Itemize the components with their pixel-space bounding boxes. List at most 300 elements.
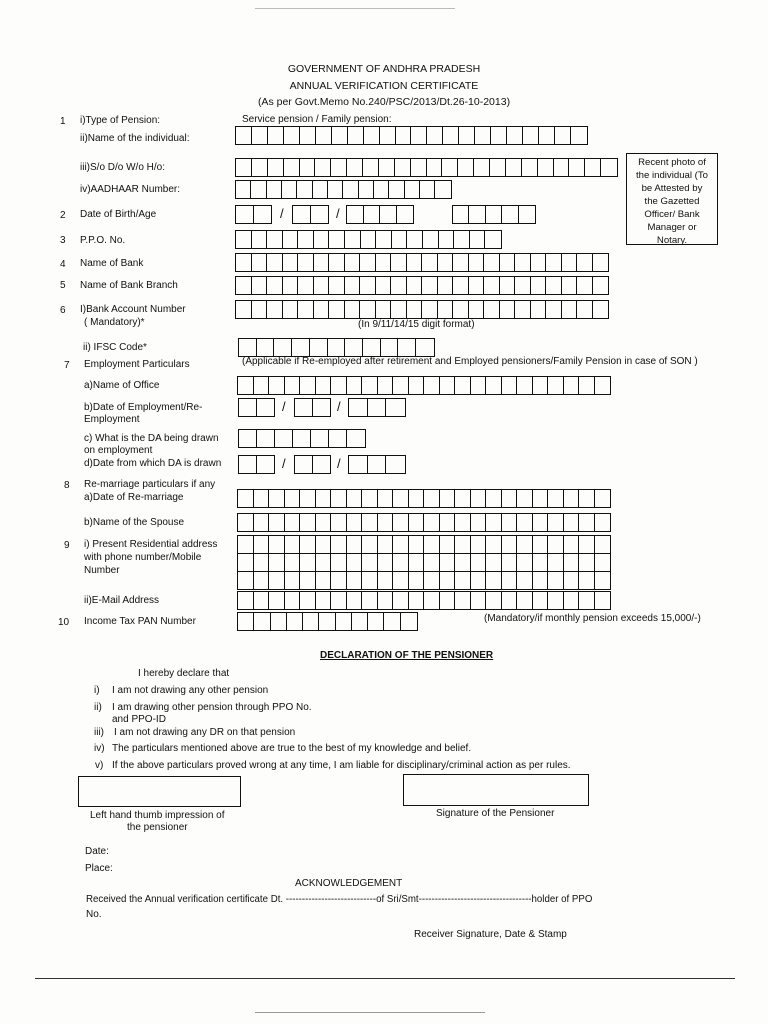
char-cell[interactable] [405, 181, 420, 198]
char-cell[interactable] [314, 301, 330, 318]
char-cell[interactable] [459, 127, 475, 144]
char-cell[interactable] [345, 301, 361, 318]
char-cell[interactable] [378, 572, 394, 589]
char-cell[interactable] [539, 127, 555, 144]
char-cell[interactable] [579, 490, 595, 507]
char-cell[interactable] [283, 301, 299, 318]
char-cell[interactable] [440, 514, 456, 531]
char-cell[interactable] [538, 159, 554, 176]
char-cell[interactable] [454, 231, 470, 248]
char-cell[interactable] [407, 277, 423, 294]
char-cell[interactable] [331, 592, 347, 609]
char-cell[interactable] [236, 159, 252, 176]
pan-boxes[interactable] [237, 612, 418, 631]
char-cell[interactable] [316, 554, 332, 571]
char-cell[interactable] [455, 554, 471, 571]
char-cell[interactable] [319, 613, 335, 630]
char-cell[interactable] [360, 301, 376, 318]
char-cell[interactable] [362, 554, 378, 571]
char-cell[interactable] [393, 490, 409, 507]
char-cell[interactable] [391, 301, 407, 318]
char-cell[interactable] [548, 377, 564, 394]
char-cell[interactable] [298, 277, 314, 294]
da-boxes[interactable] [238, 429, 366, 448]
char-cell[interactable] [282, 181, 297, 198]
char-cell[interactable] [316, 536, 332, 553]
char-cell[interactable] [379, 159, 395, 176]
char-cell[interactable] [564, 514, 580, 531]
char-cell[interactable] [455, 490, 471, 507]
char-cell[interactable] [347, 514, 363, 531]
char-cell[interactable] [329, 301, 345, 318]
bank-boxes[interactable] [235, 253, 609, 272]
char-cell[interactable] [453, 301, 469, 318]
char-cell[interactable] [236, 301, 252, 318]
char-cell[interactable] [298, 231, 314, 248]
char-cell[interactable] [579, 377, 595, 394]
char-cell[interactable] [391, 277, 407, 294]
char-cell[interactable] [438, 277, 454, 294]
char-cell[interactable] [595, 490, 611, 507]
char-cell[interactable] [517, 536, 533, 553]
char-cell[interactable] [362, 490, 378, 507]
char-cell[interactable] [386, 456, 405, 473]
char-cell[interactable] [453, 206, 469, 223]
char-cell[interactable] [564, 572, 580, 589]
char-cell[interactable] [287, 613, 303, 630]
char-cell[interactable] [254, 490, 270, 507]
char-cell[interactable] [533, 490, 549, 507]
char-cell[interactable] [347, 592, 363, 609]
char-cell[interactable] [283, 277, 299, 294]
char-cell[interactable] [331, 514, 347, 531]
char-cell[interactable] [486, 592, 502, 609]
char-cell[interactable] [349, 456, 368, 473]
char-cell[interactable] [285, 592, 301, 609]
char-cell[interactable] [409, 592, 425, 609]
char-cell[interactable] [347, 159, 363, 176]
char-cell[interactable] [269, 490, 285, 507]
signature-box[interactable] [403, 774, 589, 806]
char-cell[interactable] [336, 613, 352, 630]
char-cell[interactable] [393, 572, 409, 589]
char-cell[interactable] [548, 490, 564, 507]
char-cell[interactable] [295, 399, 313, 416]
char-cell[interactable] [396, 127, 412, 144]
char-cell[interactable] [257, 430, 275, 447]
char-cell[interactable] [347, 554, 363, 571]
char-cell[interactable] [238, 554, 254, 571]
char-cell[interactable] [486, 554, 502, 571]
char-cell[interactable] [268, 127, 284, 144]
char-cell[interactable] [469, 254, 485, 271]
char-cell[interactable] [257, 456, 275, 473]
char-cell[interactable] [314, 231, 330, 248]
char-cell[interactable] [577, 254, 593, 271]
char-cell[interactable] [254, 514, 270, 531]
char-cell[interactable] [285, 514, 301, 531]
char-cell[interactable] [475, 127, 491, 144]
char-cell[interactable] [269, 554, 285, 571]
char-cell[interactable] [533, 536, 549, 553]
char-cell[interactable] [484, 254, 500, 271]
char-cell[interactable] [571, 127, 587, 144]
char-cell[interactable] [347, 536, 363, 553]
char-cell[interactable] [469, 206, 485, 223]
char-cell[interactable] [424, 490, 440, 507]
char-cell[interactable] [500, 277, 516, 294]
char-cell[interactable] [362, 514, 378, 531]
char-cell[interactable] [361, 231, 377, 248]
char-cell[interactable] [564, 490, 580, 507]
char-cell[interactable] [427, 127, 443, 144]
char-cell[interactable] [251, 181, 266, 198]
char-cell[interactable] [252, 254, 268, 271]
char-cell[interactable] [345, 339, 363, 356]
char-cell[interactable] [424, 377, 440, 394]
da-day-boxes[interactable] [238, 455, 275, 474]
char-cell[interactable] [564, 592, 580, 609]
char-cell[interactable] [469, 301, 485, 318]
char-cell[interactable] [519, 206, 535, 223]
char-cell[interactable] [485, 231, 501, 248]
char-cell[interactable] [378, 377, 394, 394]
char-cell[interactable] [239, 430, 257, 447]
char-cell[interactable] [502, 592, 518, 609]
char-cell[interactable] [269, 572, 285, 589]
char-cell[interactable] [360, 254, 376, 271]
char-cell[interactable] [376, 254, 392, 271]
char-cell[interactable] [293, 206, 311, 223]
char-cell[interactable] [269, 377, 285, 394]
char-cell[interactable] [252, 127, 268, 144]
char-cell[interactable] [347, 206, 364, 223]
char-cell[interactable] [502, 514, 518, 531]
char-cell[interactable] [409, 490, 425, 507]
char-cell[interactable] [328, 339, 346, 356]
char-cell[interactable] [486, 536, 502, 553]
char-cell[interactable] [564, 377, 580, 394]
char-cell[interactable] [349, 399, 368, 416]
relation-boxes[interactable] [235, 158, 618, 177]
char-cell[interactable] [254, 572, 270, 589]
char-cell[interactable] [585, 159, 601, 176]
char-cell[interactable] [422, 254, 438, 271]
char-cell[interactable] [363, 339, 381, 356]
char-cell[interactable] [546, 254, 562, 271]
branch-boxes[interactable] [235, 276, 609, 295]
spouse-boxes[interactable] [237, 513, 611, 532]
char-cell[interactable] [300, 127, 316, 144]
ifsc-boxes[interactable] [238, 338, 435, 357]
char-cell[interactable] [298, 301, 314, 318]
char-cell[interactable] [363, 159, 379, 176]
char-cell[interactable] [297, 181, 312, 198]
char-cell[interactable] [332, 127, 348, 144]
char-cell[interactable] [455, 377, 471, 394]
char-cell[interactable] [517, 514, 533, 531]
char-cell[interactable] [486, 377, 502, 394]
char-cell[interactable] [502, 536, 518, 553]
char-cell[interactable] [300, 572, 316, 589]
char-cell[interactable] [376, 301, 392, 318]
char-cell[interactable] [269, 536, 285, 553]
char-cell[interactable] [347, 490, 363, 507]
char-cell[interactable] [409, 514, 425, 531]
char-cell[interactable] [252, 159, 268, 176]
char-cell[interactable] [502, 490, 518, 507]
char-cell[interactable] [368, 456, 387, 473]
char-cell[interactable] [517, 572, 533, 589]
char-cell[interactable] [236, 254, 252, 271]
char-cell[interactable] [502, 572, 518, 589]
char-cell[interactable] [531, 254, 547, 271]
char-cell[interactable] [471, 490, 487, 507]
address-boxes-2[interactable] [237, 553, 611, 572]
char-cell[interactable] [515, 301, 531, 318]
account-boxes[interactable] [235, 300, 609, 319]
char-cell[interactable] [364, 206, 381, 223]
char-cell[interactable] [517, 592, 533, 609]
char-cell[interactable] [393, 536, 409, 553]
char-cell[interactable] [313, 181, 328, 198]
char-cell[interactable] [236, 277, 252, 294]
char-cell[interactable] [386, 399, 405, 416]
char-cell[interactable] [252, 231, 268, 248]
char-cell[interactable] [284, 159, 300, 176]
char-cell[interactable] [313, 456, 331, 473]
char-cell[interactable] [486, 514, 502, 531]
char-cell[interactable] [267, 231, 283, 248]
char-cell[interactable] [471, 592, 487, 609]
char-cell[interactable] [374, 181, 389, 198]
char-cell[interactable] [254, 377, 270, 394]
char-cell[interactable] [238, 490, 254, 507]
char-cell[interactable] [397, 206, 414, 223]
char-cell[interactable] [238, 377, 254, 394]
char-cell[interactable] [313, 399, 331, 416]
char-cell[interactable] [562, 301, 578, 318]
char-cell[interactable] [517, 490, 533, 507]
char-cell[interactable] [595, 592, 611, 609]
char-cell[interactable] [490, 159, 506, 176]
emp-month-boxes[interactable] [294, 398, 331, 417]
char-cell[interactable] [471, 536, 487, 553]
char-cell[interactable] [331, 572, 347, 589]
char-cell[interactable] [593, 301, 609, 318]
char-cell[interactable] [300, 159, 316, 176]
char-cell[interactable] [595, 572, 611, 589]
char-cell[interactable] [331, 377, 347, 394]
char-cell[interactable] [393, 514, 409, 531]
char-cell[interactable] [474, 159, 490, 176]
char-cell[interactable] [517, 377, 533, 394]
emp-day-boxes[interactable] [238, 398, 275, 417]
char-cell[interactable] [378, 554, 394, 571]
char-cell[interactable] [424, 592, 440, 609]
char-cell[interactable] [285, 536, 301, 553]
char-cell[interactable] [316, 514, 332, 531]
char-cell[interactable] [331, 536, 347, 553]
char-cell[interactable] [398, 339, 416, 356]
char-cell[interactable] [345, 277, 361, 294]
char-cell[interactable] [254, 206, 272, 223]
char-cell[interactable] [300, 377, 316, 394]
char-cell[interactable] [486, 206, 502, 223]
char-cell[interactable] [424, 514, 440, 531]
char-cell[interactable] [310, 339, 328, 356]
char-cell[interactable] [267, 254, 283, 271]
char-cell[interactable] [239, 456, 257, 473]
char-cell[interactable] [595, 377, 611, 394]
char-cell[interactable] [469, 277, 485, 294]
char-cell[interactable] [300, 490, 316, 507]
char-cell[interactable] [407, 301, 423, 318]
char-cell[interactable] [331, 554, 347, 571]
email-boxes[interactable] [237, 591, 611, 610]
char-cell[interactable] [470, 231, 486, 248]
char-cell[interactable] [316, 377, 332, 394]
char-cell[interactable] [579, 514, 595, 531]
char-cell[interactable] [533, 514, 549, 531]
char-cell[interactable] [393, 592, 409, 609]
char-cell[interactable] [384, 613, 400, 630]
char-cell[interactable] [548, 554, 564, 571]
char-cell[interactable] [238, 613, 254, 630]
char-cell[interactable] [440, 592, 456, 609]
char-cell[interactable] [362, 592, 378, 609]
char-cell[interactable] [359, 181, 374, 198]
char-cell[interactable] [345, 231, 361, 248]
address-boxes-3[interactable] [237, 571, 611, 590]
char-cell[interactable] [424, 572, 440, 589]
char-cell[interactable] [300, 514, 316, 531]
remarriage-boxes[interactable] [237, 489, 611, 508]
char-cell[interactable] [593, 277, 609, 294]
char-cell[interactable] [523, 127, 539, 144]
char-cell[interactable] [411, 127, 427, 144]
char-cell[interactable] [311, 206, 329, 223]
char-cell[interactable] [254, 554, 270, 571]
char-cell[interactable] [595, 514, 611, 531]
char-cell[interactable] [284, 127, 300, 144]
char-cell[interactable] [316, 572, 332, 589]
char-cell[interactable] [389, 181, 404, 198]
char-cell[interactable] [440, 554, 456, 571]
char-cell[interactable] [502, 206, 518, 223]
char-cell[interactable] [515, 277, 531, 294]
char-cell[interactable] [298, 254, 314, 271]
char-cell[interactable] [533, 377, 549, 394]
thumb-impression-box[interactable] [78, 776, 241, 807]
char-cell[interactable] [420, 181, 435, 198]
char-cell[interactable] [440, 490, 456, 507]
char-cell[interactable] [238, 592, 254, 609]
char-cell[interactable] [453, 277, 469, 294]
char-cell[interactable] [314, 277, 330, 294]
char-cell[interactable] [238, 572, 254, 589]
char-cell[interactable] [269, 592, 285, 609]
char-cell[interactable] [331, 159, 347, 176]
char-cell[interactable] [285, 490, 301, 507]
char-cell[interactable] [471, 514, 487, 531]
char-cell[interactable] [257, 339, 275, 356]
char-cell[interactable] [515, 254, 531, 271]
char-cell[interactable] [548, 572, 564, 589]
char-cell[interactable] [443, 127, 459, 144]
char-cell[interactable] [316, 592, 332, 609]
char-cell[interactable] [285, 554, 301, 571]
char-cell[interactable] [438, 254, 454, 271]
char-cell[interactable] [424, 536, 440, 553]
char-cell[interactable] [471, 572, 487, 589]
char-cell[interactable] [531, 301, 547, 318]
age-boxes[interactable] [452, 205, 536, 224]
ppo-boxes[interactable] [235, 230, 502, 249]
char-cell[interactable] [368, 613, 384, 630]
char-cell[interactable] [329, 430, 347, 447]
char-cell[interactable] [252, 301, 268, 318]
char-cell[interactable] [595, 554, 611, 571]
char-cell[interactable] [548, 592, 564, 609]
char-cell[interactable] [506, 159, 522, 176]
char-cell[interactable] [293, 430, 311, 447]
char-cell[interactable] [564, 536, 580, 553]
char-cell[interactable] [328, 181, 343, 198]
char-cell[interactable] [569, 159, 585, 176]
char-cell[interactable] [380, 206, 397, 223]
char-cell[interactable] [595, 536, 611, 553]
char-cell[interactable] [439, 231, 455, 248]
char-cell[interactable] [378, 490, 394, 507]
dob-day-boxes[interactable] [235, 205, 272, 224]
char-cell[interactable] [311, 430, 329, 447]
address-boxes-1[interactable] [237, 535, 611, 554]
char-cell[interactable] [577, 301, 593, 318]
char-cell[interactable] [292, 339, 310, 356]
char-cell[interactable] [236, 231, 252, 248]
char-cell[interactable] [391, 254, 407, 271]
char-cell[interactable] [424, 554, 440, 571]
char-cell[interactable] [500, 301, 516, 318]
char-cell[interactable] [500, 254, 516, 271]
char-cell[interactable] [533, 554, 549, 571]
char-cell[interactable] [548, 514, 564, 531]
char-cell[interactable] [283, 254, 299, 271]
char-cell[interactable] [593, 254, 609, 271]
char-cell[interactable] [533, 592, 549, 609]
char-cell[interactable] [303, 613, 319, 630]
char-cell[interactable] [555, 127, 571, 144]
char-cell[interactable] [257, 399, 275, 416]
char-cell[interactable] [562, 277, 578, 294]
char-cell[interactable] [315, 159, 331, 176]
char-cell[interactable] [352, 613, 368, 630]
char-cell[interactable] [348, 127, 364, 144]
char-cell[interactable] [507, 127, 523, 144]
char-cell[interactable] [381, 339, 399, 356]
char-cell[interactable] [416, 339, 434, 356]
char-cell[interactable] [455, 536, 471, 553]
char-cell[interactable] [435, 181, 450, 198]
char-cell[interactable] [267, 277, 283, 294]
char-cell[interactable] [295, 456, 313, 473]
char-cell[interactable] [548, 536, 564, 553]
char-cell[interactable] [314, 254, 330, 271]
da-month-boxes[interactable] [294, 455, 331, 474]
char-cell[interactable] [254, 613, 270, 630]
char-cell[interactable] [491, 127, 507, 144]
